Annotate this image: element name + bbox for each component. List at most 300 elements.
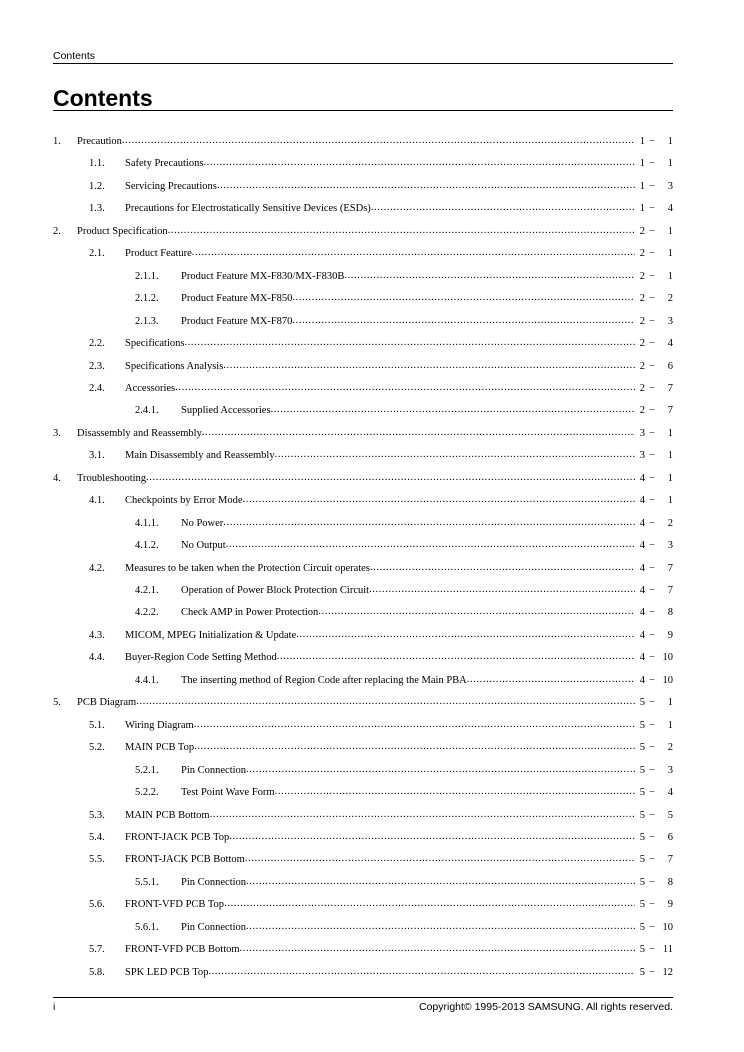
toc-entry[interactable] [53,469,673,489]
toc-page-number: 1 [667,136,673,147]
toc-page-separator: − [649,270,655,282]
toc-page-number: 1 [667,450,673,462]
toc-entry-page [637,536,673,556]
toc-entry[interactable] [89,199,673,219]
toc-page-chapter: 2 [639,405,645,417]
toc-entry-page [637,379,673,399]
toc-dot-leader [175,378,635,398]
toc-dot-leader [223,356,635,376]
toc-page-separator: − [649,427,655,439]
toc-page-separator: − [649,158,655,170]
toc-page-chapter: 4 [639,585,645,596]
toc-entry[interactable] [135,603,673,623]
toc-entry-page [637,334,673,354]
toc-entry[interactable] [135,918,673,938]
toc-entry-number: 2. [53,225,61,237]
toc-entry[interactable] [89,334,673,354]
toc-entry-page [637,738,673,758]
toc-page-chapter: 5 [639,742,645,754]
toc-dot-leader [292,288,635,308]
toc-page-separator: − [649,225,655,237]
toc-entry-number: 4.2. [89,562,105,574]
toc-page-separator: − [649,203,655,215]
toc-dot-leader [168,221,635,241]
toc-entry-page [637,222,673,242]
toc-page-chapter: 5 [639,921,645,933]
toc-dot-leader [246,917,635,937]
toc-page-chapter: 2 [639,338,645,350]
footer-copyright: Copyright© 1995-2013 SAMSUNG. All rights reserved. [418,1001,673,1013]
toc-entry-title: FRONT-VFD PCB Top [125,899,225,911]
toc-page-number: 1 [667,225,673,237]
toc-entry[interactable] [135,873,673,893]
toc-page-number: 2 [667,293,673,305]
toc-page-separator: − [649,540,655,552]
toc-page-number: 2 [667,742,673,754]
toc-entry-title: No Output [181,540,226,552]
toc-page-chapter: 2 [639,270,645,282]
toc-page-number: 1 [667,270,673,282]
toc-entry[interactable] [135,267,673,287]
toc-dot-leader [203,153,635,173]
toc-page-number: 4 [667,338,673,350]
footer-page-number: i [53,1001,56,1013]
toc-entry[interactable] [89,559,673,579]
toc-entry-page [637,312,673,332]
toc-page-chapter: 1 [639,180,645,192]
toc-page-separator: − [649,764,655,776]
toc-dot-leader [226,535,635,555]
toc-entry-page [637,289,673,309]
toc-entry[interactable] [135,581,673,601]
toc-dot-leader [344,266,635,286]
toc-dot-leader [240,939,635,959]
toc-page-separator: − [649,517,655,529]
toc-page-separator: − [649,338,655,350]
toc-entry-number: 2.1. [89,248,105,260]
toc-entry-title: Check AMP in Power Protection [181,607,319,619]
toc-entry-number: 5.6. [89,899,105,911]
toc-page-separator: − [649,248,655,260]
toc-entry-page [637,244,673,264]
toc-page-separator: − [649,629,655,641]
toc-dot-leader [184,333,635,353]
toc-entry-number: 2.1.2. [135,293,159,305]
toc-entry-page [637,716,673,736]
toc-dot-leader [217,176,635,196]
toc-page-number: 3 [667,540,673,552]
toc-page-chapter: 4 [639,629,645,641]
toc-entry-number: 2.1.1. [135,270,159,282]
toc-page-chapter: 5 [639,697,645,709]
toc-entry-title: FRONT-JACK PCB Bottom [125,854,245,866]
toc-entry-page [637,424,673,444]
toc-entry-number: 5. [53,697,61,709]
toc-entry-number: 2.3. [89,360,105,372]
toc-page-number: 10 [662,921,673,933]
toc-page-chapter: 1 [639,136,645,147]
toc-page-separator: − [649,136,655,147]
toc-page-number: 1 [667,472,673,484]
toc-page-chapter: 4 [639,562,645,574]
toc-page-separator: − [649,360,655,372]
running-footer [53,997,673,1014]
toc-entry-page [637,806,673,826]
toc-page-chapter: 4 [639,607,645,619]
toc-entry-page [637,357,673,377]
toc-entry-title: Troubleshooting [77,472,147,484]
toc-entry-title: Precaution [77,136,122,147]
toc-page-chapter: 4 [639,652,645,664]
toc-entry-page [637,603,673,623]
toc-page-chapter: 2 [639,360,645,372]
toc-page-chapter: 5 [639,876,645,888]
toc-entry[interactable] [53,222,673,242]
toc-page-number: 6 [667,360,673,372]
toc-entry-title: Precautions for Electrostatically Sensitive Devices (ESDs) [125,203,371,215]
toc-entry-title: Pin Connection [181,876,247,888]
toc-entry[interactable] [89,357,673,377]
toc-entry[interactable] [89,177,673,197]
toc-entry-page [637,918,673,938]
toc-entry-number: 5.1. [89,719,105,731]
toc-entry[interactable] [89,940,673,960]
toc-entry-page [637,581,673,601]
toc-entry[interactable] [89,491,673,511]
toc-entry-page [637,671,673,691]
toc-page-number: 1 [667,427,673,439]
toc-entry-number: 4.2.1. [135,585,159,596]
toc-page-number: 1 [667,495,673,507]
toc-entry-title: The inserting method of Region Code after replacing the Main PBA [181,674,467,686]
toc-entry-title: Buyer-Region Code Setting Method [125,652,277,664]
toc-entry-title: Product Specification [77,225,168,237]
toc-entry-title: Pin Connection [181,764,247,776]
toc-entry-page [637,940,673,960]
toc-page-separator: − [649,495,655,507]
toc-entry[interactable] [135,312,673,332]
toc-entry-number: 4. [53,472,61,484]
toc-entry[interactable] [135,671,673,691]
running-header [53,49,673,64]
toc-entry[interactable] [135,401,673,421]
toc-entry-page [637,963,673,983]
toc-dot-leader [370,558,635,578]
toc-page-chapter: 1 [639,158,645,170]
toc-page-chapter: 5 [639,787,645,799]
toc-page-separator: − [649,742,655,754]
toc-entry-title: FRONT-VFD PCB Bottom [125,944,240,956]
toc-entry[interactable] [89,738,673,758]
toc-entry-title: Measures to be taken when the Protection Circuit operates [125,562,370,574]
toc-page-number: 9 [667,629,673,641]
toc-entry-number: 1.2. [89,180,105,192]
toc-entry[interactable] [89,963,673,983]
toc-page-chapter: 4 [639,540,645,552]
toc-page-number: 1 [667,697,673,709]
toc-page-chapter: 5 [639,719,645,731]
toc-entry-title: Product Feature MX-F850 [181,293,293,305]
toc-entry-number: 4.3. [89,629,105,641]
toc-page-separator: − [649,966,655,978]
toc-dot-leader [371,198,635,218]
toc-entry[interactable] [89,379,673,399]
toc-entry-title: PCB Diagram [77,697,137,709]
toc-page-number: 7 [667,854,673,866]
toc-entry-title: Disassembly and Reassembly [77,427,202,439]
toc-page-separator: − [649,899,655,911]
toc-entry-number: 1. [53,136,61,147]
toc-entry-title: Wiring Diagram [125,719,194,731]
toc-page-chapter: 2 [639,248,645,260]
toc-dot-leader [246,872,635,892]
toc-entry[interactable] [89,244,673,264]
toc-page-separator: − [649,450,655,462]
toc-entry[interactable] [135,514,673,534]
toc-entry-number: 3.1. [89,450,105,462]
toc-page-number: 12 [662,966,673,978]
toc-entry-title: Accessories [125,382,176,394]
toc-entry-number: 5.3. [89,809,105,821]
toc-page-number: 4 [667,787,673,799]
toc-entry-title: Checkpoints by Error Mode [125,495,243,507]
toc-entry-title: Safety Precautions [125,158,204,170]
toc-page-separator: − [649,831,655,843]
toc-entry-number: 2.1.3. [135,315,159,327]
toc-entry[interactable] [89,850,673,870]
toc-dot-leader [245,849,635,869]
toc-page-separator: − [649,405,655,417]
toc-dot-leader [369,580,635,600]
toc-entry[interactable] [135,783,673,803]
toc-page-number: 8 [667,607,673,619]
toc-entry[interactable] [89,626,673,646]
toc-page-separator: − [649,876,655,888]
toc-entry-number: 2.4. [89,382,105,394]
toc-page-separator: − [649,697,655,709]
toc-entry-page [637,828,673,848]
toc-page-number: 11 [662,944,673,956]
toc-entry-number: 5.5. [89,854,105,866]
toc-entry[interactable] [89,446,673,466]
toc-page-number: 1 [667,158,673,170]
toc-page-chapter: 5 [639,809,645,821]
toc-dot-leader [275,445,635,465]
toc-entry-title: Servicing Precautions [125,180,217,192]
toc-dot-leader [194,737,635,757]
toc-page-chapter: 5 [639,944,645,956]
toc-page-chapter: 5 [639,966,645,978]
toc-dot-leader [210,805,635,825]
toc-dot-leader [194,715,635,735]
toc-entry[interactable] [135,289,673,309]
toc-page-chapter: 5 [639,764,645,776]
toc-entry-page [637,199,673,219]
toc-page-chapter: 2 [639,293,645,305]
toc-dot-leader [192,243,635,263]
toc-entry-title: Pin Connection [181,921,247,933]
toc-entry-number: 2.4.1. [135,405,159,417]
toc-dot-leader [136,692,635,712]
toc-entry[interactable] [89,648,673,668]
toc-page-chapter: 4 [639,472,645,484]
toc-page-number: 1 [667,719,673,731]
toc-entry[interactable] [89,716,673,736]
toc-entry-title: MICOM, MPEG Initialization & Update [125,629,297,641]
toc-entry-number: 4.4.1. [135,674,159,686]
toc-entry-page [637,446,673,466]
toc-dot-leader [146,468,635,488]
toc-entry[interactable] [89,828,673,848]
toc-entry[interactable] [89,895,673,915]
toc-entry-number: 5.8. [89,966,105,978]
toc-page-chapter: 3 [639,450,645,462]
toc-dot-leader [318,602,635,622]
toc-page-separator: − [649,562,655,574]
toc-entry-number: 1.3. [89,203,105,215]
toc-entry-number: 3. [53,427,61,439]
toc-entry-page [637,648,673,668]
toc-dot-leader [224,894,635,914]
toc-entry-page [637,783,673,803]
toc-entry-title: Product Feature [125,248,192,260]
toc-entry-page [637,626,673,646]
toc-entry-number: 5.2.2. [135,787,159,799]
toc-entry[interactable] [53,693,673,713]
toc-page-separator: − [649,944,655,956]
toc-page-separator: − [649,315,655,327]
toc-page-chapter: 2 [639,225,645,237]
toc-page-chapter: 4 [639,674,645,686]
toc-entry-title: SPK LED PCB Top [125,966,209,978]
toc-dot-leader [275,782,635,802]
toc-entry-number: 4.4. [89,652,105,664]
toc-page-number: 7 [667,562,673,574]
page-title: Contents [53,84,673,111]
toc-page-separator: − [649,921,655,933]
toc-page-chapter: 4 [639,495,645,507]
toc-page-separator: − [649,180,655,192]
toc-dot-leader [229,827,635,847]
toc-page-number: 10 [662,652,673,664]
toc-entry-title: Product Feature MX-F870 [181,315,293,327]
toc-entry-number: 2.2. [89,338,105,350]
toc-page-chapter: 1 [639,203,645,215]
toc-entry-page [637,177,673,197]
toc-entry-title: Test Point Wave Form [181,787,275,799]
toc-dot-leader [202,423,635,443]
toc-entry-title: FRONT-JACK PCB Top [125,831,230,843]
toc-page-chapter: 4 [639,517,645,529]
toc-entry-page [637,761,673,781]
toc-dot-leader [246,760,635,780]
toc-entry-number: 5.4. [89,831,105,843]
toc-page-chapter: 5 [639,831,645,843]
toc-dot-leader [277,647,635,667]
toc-page-number: 3 [667,315,673,327]
toc-entry-number: 5.2. [89,742,105,754]
toc-page-separator: − [649,607,655,619]
toc-page-number: 7 [667,585,673,596]
toc-page-number: 3 [667,180,673,192]
toc-entry-page [637,491,673,511]
toc-entry[interactable] [135,761,673,781]
toc-page-number: 6 [667,831,673,843]
toc-entry-title: Specifications Analysis [125,360,224,372]
toc-page-number: 5 [667,809,673,821]
toc-page-number: 10 [662,674,673,686]
toc-page-separator: − [649,472,655,484]
toc-page-separator: − [649,382,655,394]
toc-page-separator: − [649,674,655,686]
toc-entry[interactable] [53,424,673,444]
toc-page-chapter: 5 [639,854,645,866]
toc-dot-leader [296,625,635,645]
toc-page-number: 8 [667,876,673,888]
toc-page-chapter: 5 [639,899,645,911]
toc-entry-title: Supplied Accessories [181,405,271,417]
toc-page-separator: − [649,787,655,799]
toc-page-number: 4 [667,203,673,215]
toc-page-chapter: 2 [639,382,645,394]
toc-page-separator: − [649,293,655,305]
toc-page-separator: − [649,585,655,596]
toc-entry-title: Operation of Power Block Protection Circuit [181,585,370,596]
toc-entry-number: 4.1. [89,495,105,507]
toc-entry-number: 5.7. [89,944,105,956]
toc-page-number: 2 [667,517,673,529]
toc-entry-page [637,401,673,421]
toc-dot-leader [292,311,635,331]
toc-page-number: 3 [667,764,673,776]
toc-entry-page [637,514,673,534]
toc-page-number: 1 [667,248,673,260]
running-header-title: Contents [53,50,96,62]
toc-page-chapter: 2 [639,315,645,327]
toc-page-separator: − [649,809,655,821]
toc-entry-page [637,873,673,893]
toc-entry[interactable] [53,132,673,152]
toc-entry-page [637,267,673,287]
toc-entry-number: 5.2.1. [135,764,159,776]
toc-entry-number: 4.1.2. [135,540,159,552]
toc-dot-leader [271,400,635,420]
toc-entry-page [637,559,673,579]
toc-entry-number: 5.6.1. [135,921,159,933]
toc-entry[interactable] [89,806,673,826]
toc-dot-leader [122,131,635,151]
toc-entry-page [637,132,673,152]
toc-entry-page [637,895,673,915]
toc-entry[interactable] [135,536,673,556]
toc-page-separator: − [649,719,655,731]
toc-entry-page [637,469,673,489]
toc-dot-leader [467,670,635,690]
toc-entry-number: 1.1. [89,158,105,170]
toc-entry[interactable] [89,154,673,174]
toc-entry-title: Product Feature MX-F830/MX-F830B [181,270,345,282]
toc-entry-title: Main Disassembly and Reassembly [125,450,275,462]
toc-entry-title: MAIN PCB Top [125,742,195,754]
toc-entry-page [637,154,673,174]
toc-entry-number: 5.5.1. [135,876,159,888]
toc-entry-title: Specifications [125,338,185,350]
toc-entry-title: MAIN PCB Bottom [125,809,210,821]
toc-page-number: 7 [667,382,673,394]
toc-page-separator: − [649,854,655,866]
toc-page-number: 9 [667,899,673,911]
toc-entry-page [637,850,673,870]
